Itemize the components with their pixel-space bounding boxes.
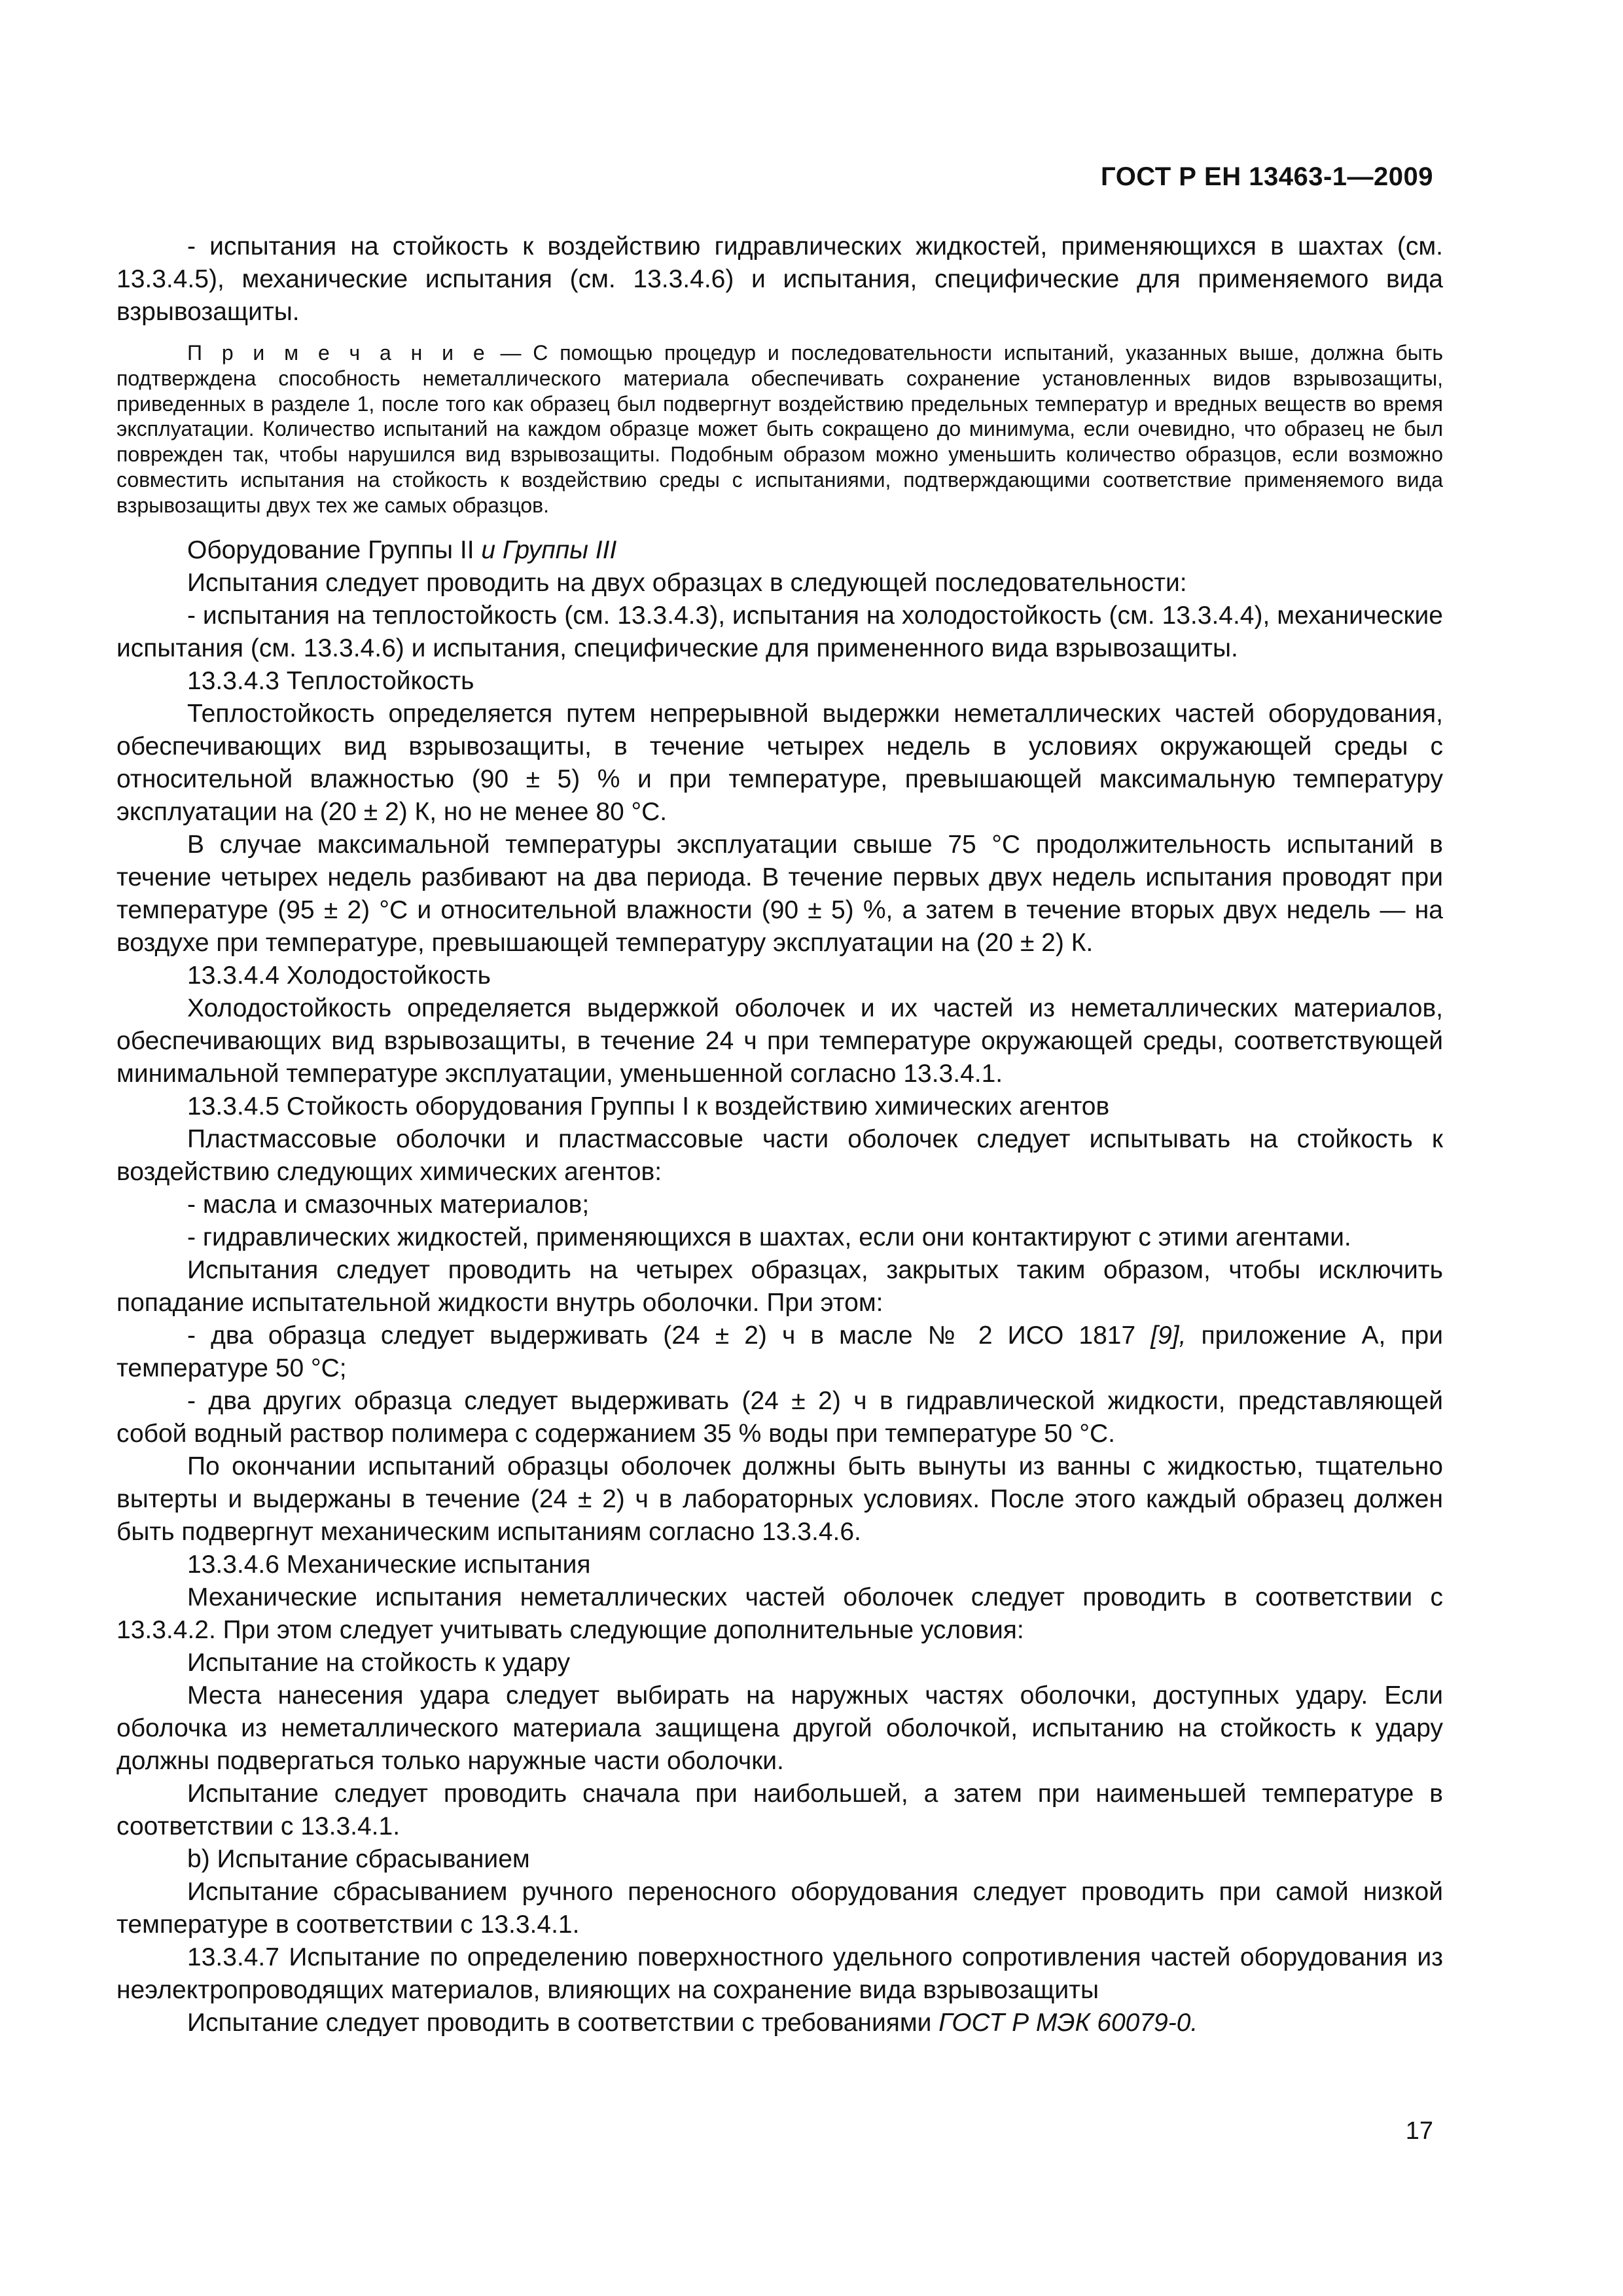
page-number: 17 (1405, 2117, 1433, 2145)
paragraph: Испытания следует проводить на двух образцах в следующей последовательности: (187, 568, 1187, 597)
section-heading: 13.3.4.4 Холодостойкость (187, 961, 491, 990)
section-heading: 13.3.4.3 Теплостойкость (187, 666, 474, 695)
paragraph: Испытания следует проводить на четырех образцах, закрытых таким образом, чтобы исключить попадание испытательной жидкости внутрь оболочки. При этом: (116, 1255, 1443, 1317)
paragraph: Механические испытания неметаллических частей оболочек следует проводить в соответствии с 13.3.4.2. При этом следует учитывать следующие дополнительные условия: (116, 1583, 1443, 1644)
paragraph: В случае максимальной температуры эксплуатации свыше 75 °С продолжительность испытаний в течение четырех недель разбивают на два периода. В течение первых двух недель испытания проводят при температуре (95 ± 2) °С и относительной влажности (90 ± 5) %, а затем в течение вторых двух недель — на воздухе при температуре, превышающей температуру эксплуатации на (20 ± 2) К. (116, 830, 1443, 957)
section-heading: 13.3.4.5 Стойкость оборудования Группы I к воздействию химических агентов (187, 1092, 1110, 1121)
paragraph: Теплостойкость определяется путем непрерывной выдержки неметаллических частей оборудования, обеспечивающих вид взрывозащиты, в течение четырех недель в условиях окружающей среды с относительной влажностью (90 ± 5) % и при температуре, превышающей максимальную температуру эксплуатации на (20 ± 2) К, но не менее 80 °С. (116, 699, 1443, 826)
paragraph: По окончании испытаний образцы оболочек должны быть вынуты из ванны с жидкостью, тщательно вытерты и выдержаны в течение (24 ± 2) ч в лабораторных условиях. После этого каждый образец должен быть подвергнут механическим испытаниям согласно 13.3.4.6. (116, 1452, 1443, 1546)
subheading: Испытание на стойкость к удару (187, 1648, 571, 1677)
oil-before: - два образца следует выдерживать (24 ± 2) ч в масле № 2 ИСО 1817 (187, 1321, 1151, 1350)
paragraph (116, 2007, 1443, 2039)
note-label: П р и м е ч а н и е (187, 341, 489, 365)
list-item: - гидравлических жидкостей, применяющихся в шахтах, если они контактируют с этими агентами. (187, 1223, 1351, 1251)
last-before: Испытание следует проводить в соответствии с требованиями (187, 2008, 939, 2037)
paragraph: Испытание сбрасыванием ручного переносного оборудования следует проводить при самой низкой температуре в соответствии с 13.3.4.1. (116, 1877, 1443, 1939)
list-item: - масла и смазочных материалов; (187, 1190, 590, 1219)
document-body (116, 230, 1443, 2039)
standard-reference: ГОСТ Р МЭК 60079-0. (938, 2008, 1198, 2037)
paragraph: - испытания на стойкость к воздействию гидравлических жидкостей, применяющихся в шахтах (см. 13.3.4.5), механические испытания (см. 13.3.4.6) и испытания, специфические для применяемого вида взрывозащиты. (116, 232, 1443, 326)
paragraph: Места нанесения удара следует выбирать на наружных частях оболочки, доступных удару. Если оболочка из неметаллического материала защищена другой оболочкой, испытанию на стойкость к удару должны подвергаться только наружные части оболочки. (116, 1681, 1443, 1775)
document-header: ГОСТ Р ЕН 13463-1—2009 (1101, 162, 1433, 191)
oil-after: приложение А, при температуре 50 °С; (116, 1321, 1444, 1382)
note (116, 340, 1443, 518)
paragraph: Холодостойкость определяется выдержкой оболочек и их частей из неметаллических материалов, обеспечивающих вид взрывозащиты, в течение 24 ч при температуре окружающей среды, соответствующей минимальной температуре эксплуатации, уменьшенной согласно 13.3.4.1. (116, 994, 1443, 1088)
group-heading-italic: и Группы III (481, 535, 617, 564)
oil-reference: [9], (1150, 1321, 1186, 1350)
group-heading-prefix: Оборудование Группы II (187, 535, 482, 564)
list-item: - два других образца следует выдерживать (24 ± 2) ч в гидравлической жидкости, представляющей собой водный раствор полимера с содержанием 35 % воды при температуре 50 °С. (116, 1386, 1443, 1448)
section-heading: 13.3.4.7 Испытание по определению поверхностного удельного сопротивления частей оборудования из неэлектропроводящих материалов, влияющих на сохранение вида взрывозащиты (116, 1943, 1443, 2004)
paragraph: - испытания на теплостойкость (см. 13.3.4.3), испытания на холодостойкость (см. 13.3.4.4), механические испытания (см. 13.3.4.6) и испытания, специфические для примененного вида взрывозащиты. (116, 601, 1443, 662)
note-text: — С помощью процедур и последовательности испытаний, указанных выше, должна быть подтверждена способность неметаллического материала обеспечивать сохранение установленных видов взрывозащиты, приведенных в разделе 1, после того как образец был подвергнут воздействию предельных температур и вредных веществ во время эксплуатации. Количество испытаний на каждом образце может быть сокращено до минимума, если очевидно, что образец не был поврежден так, чтобы нарушился вид взрывозащиты. Подобным образом можно уменьшить количество образцов, если возможно совместить испытания на стойкость к воздействию среды с испытаниями, подтверждающими соответствие применяемого вида взрывозащиты двух тех же самых образцов. (116, 341, 1444, 517)
paragraph: Пластмассовые оболочки и пластмассовые части оболочек следует испытывать на стойкость к воздействию следующих химических агентов: (116, 1124, 1443, 1186)
section-heading: 13.3.4.6 Механические испытания (187, 1550, 591, 1579)
group-heading (116, 534, 1443, 567)
subheading: b) Испытание сбрасыванием (187, 1844, 530, 1873)
list-item (116, 1319, 1443, 1385)
paragraph: Испытание следует проводить сначала при наибольшей, а затем при наименьшей температуре в соответствии с 13.3.4.1. (116, 1779, 1443, 1840)
